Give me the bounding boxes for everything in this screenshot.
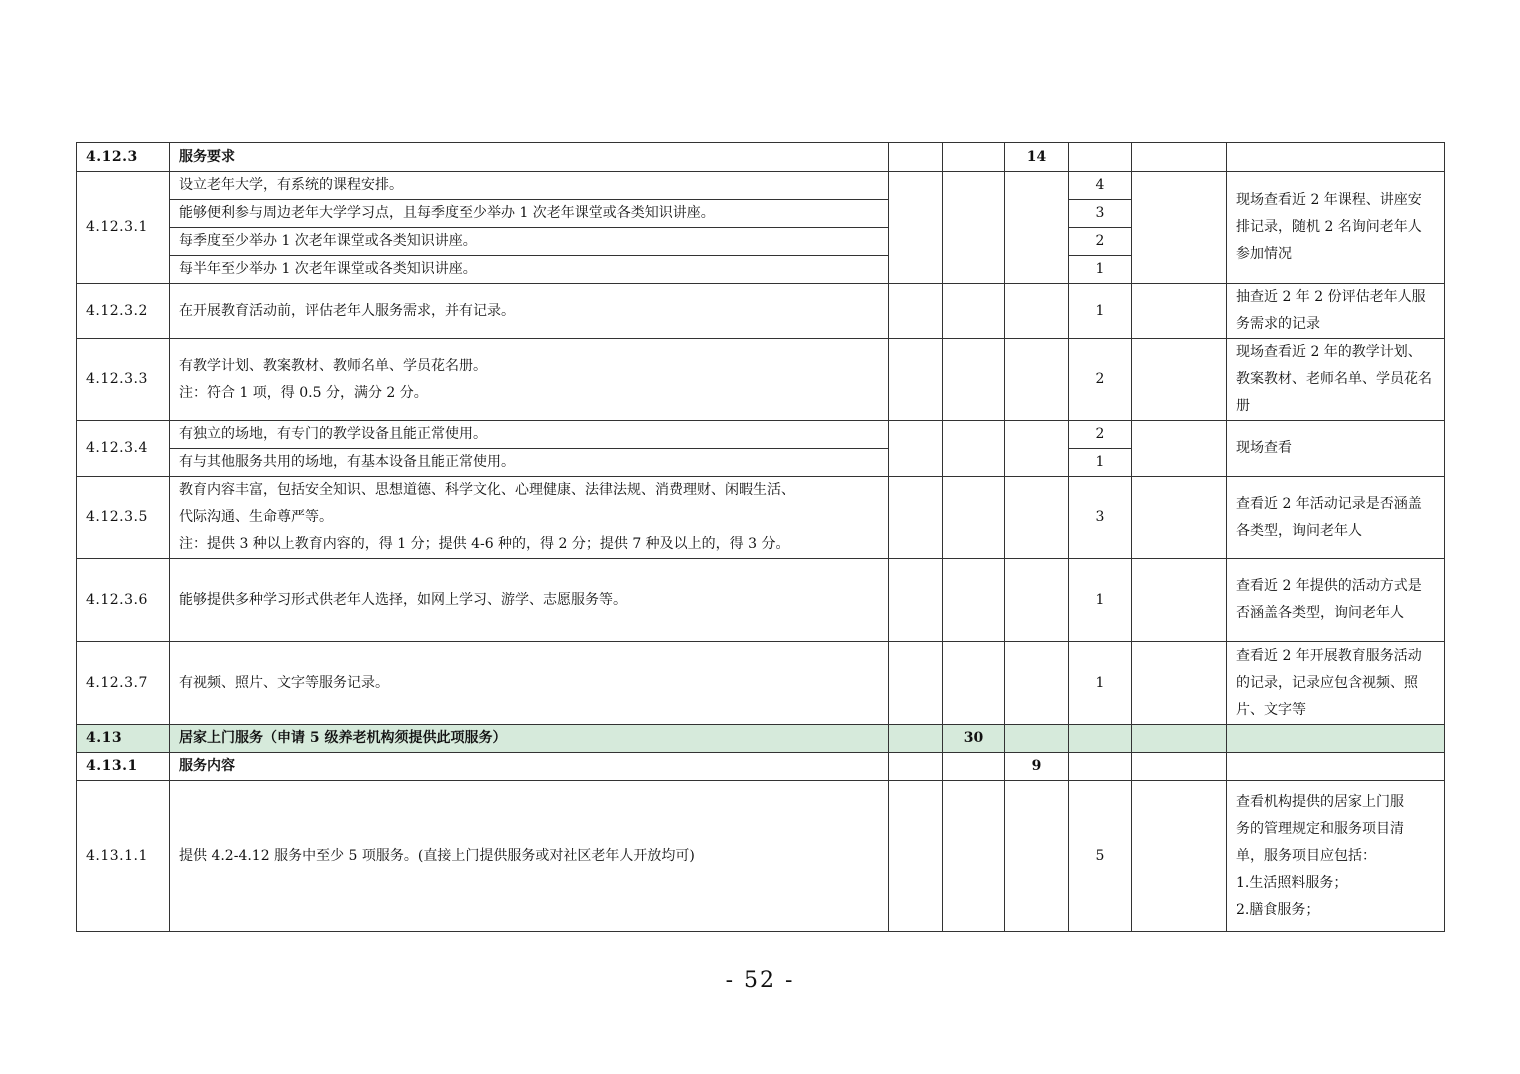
item-code: 4.13.1 [77, 753, 170, 781]
check-method: 现场查看 [1227, 421, 1445, 477]
item-text: 有独立的场地，有专门的教学设备且能正常使用。 [170, 421, 889, 449]
section-score: 9 [1005, 753, 1069, 781]
check-method: 现场查看近 2 年的教学计划、教案教材、老师名单、学员花名册 [1227, 339, 1445, 421]
table-row [77, 421, 1445, 449]
item-score: 1 [1069, 559, 1132, 642]
item-text: 提供 4.2-4.12 服务中至少 5 项服务。(直接上门提供服务或对社区老年人开放均可) [170, 781, 889, 932]
item-score: 1 [1069, 256, 1132, 284]
check-method-line: 查看机构提供的居家上门服 [1236, 793, 1404, 810]
table-row [77, 642, 1445, 725]
check-method: 抽查近 2 年 2 份评估老年人服务需求的记录 [1227, 284, 1445, 339]
item-score: 1 [1069, 449, 1132, 477]
check-method-line: 务的管理规定和服务项目清 [1236, 820, 1404, 837]
item-text-line: 有教学计划、教案教材、教师名单、学员花名册。 [179, 357, 487, 374]
item-text: 有与其他服务共用的场地，有基本设备且能正常使用。 [170, 449, 889, 477]
item-code: 4.12.3.5 [77, 477, 170, 559]
item-score: 1 [1069, 642, 1132, 725]
check-method: 现场查看近 2 年课程、讲座安排记录，随机 2 名询问老年人参加情况 [1227, 172, 1445, 284]
page-number: - 52 - [725, 968, 795, 993]
item-text: 设立老年大学，有系统的课程安排。 [170, 172, 889, 200]
item-text: 每季度至少举办 1 次老年课堂或各类知识讲座。 [170, 228, 889, 256]
item-text: 有视频、照片、文字等服务记录。 [170, 642, 889, 725]
item-text-line: 教育内容丰富，包括安全知识、思想道德、科学文化、心理健康、法律法规、消费理财、闲暇生活、 [179, 482, 795, 498]
item-code: 4.12.3 [77, 143, 170, 172]
table-row [77, 172, 1445, 200]
table-row [77, 477, 1445, 559]
table-row [77, 781, 1445, 932]
item-score: 3 [1069, 200, 1132, 228]
check-method: 查看近 2 年活动记录是否涵盖各类型，询问老年人 [1227, 477, 1445, 559]
item-text: 在开展教育活动前，评估老年人服务需求，并有记录。 [170, 284, 889, 339]
table-row [77, 725, 1445, 753]
item-text [170, 339, 889, 421]
item-code: 4.12.3.4 [77, 421, 170, 477]
item-text: 能够便利参与周边老年大学学习点，且每季度至少举办 1 次老年课堂或各类知识讲座。 [170, 200, 889, 228]
item-text [170, 477, 889, 559]
section-score: 14 [1005, 143, 1069, 172]
table-row [77, 559, 1445, 642]
item-title: 居家上门服务（申请 5 级养老机构须提供此项服务） [170, 725, 889, 753]
item-score: 2 [1069, 228, 1132, 256]
item-score: 1 [1069, 284, 1132, 339]
table-row [77, 339, 1445, 421]
item-code: 4.12.3.6 [77, 559, 170, 642]
table-row [77, 753, 1445, 781]
check-method: 查看近 2 年开展教育服务活动的记录，记录应包含视频、照片、文字等 [1227, 642, 1445, 725]
item-text-line: 代际沟通、生命尊严等。 [179, 509, 333, 525]
item-score: 2 [1069, 421, 1132, 449]
check-method [1227, 781, 1445, 932]
item-code: 4.12.3.7 [77, 642, 170, 725]
item-text: 每半年至少举办 1 次老年课堂或各类知识讲座。 [170, 256, 889, 284]
item-code: 4.12.3.2 [77, 284, 170, 339]
check-method: 查看近 2 年提供的活动方式是否涵盖各类型，询问老年人 [1227, 559, 1445, 642]
item-note: 注：提供 3 种以上教育内容的，得 1 分；提供 4-6 种的，得 2 分；提供 7 种及以上的，得 3 分。 [179, 536, 790, 552]
item-title: 服务内容 [170, 753, 889, 781]
item-score: 4 [1069, 172, 1132, 200]
check-method-line: 2.膳食服务； [1236, 901, 1320, 918]
item-score: 5 [1069, 781, 1132, 932]
table-row [77, 143, 1445, 172]
item-code: 4.12.3.1 [77, 172, 170, 284]
check-method-line: 单，服务项目应包括： [1236, 847, 1376, 864]
item-title: 服务要求 [170, 143, 889, 172]
section-score: 30 [943, 725, 1005, 753]
standards-table [76, 142, 1445, 932]
item-code: 4.13 [77, 725, 170, 753]
table-row [77, 284, 1445, 339]
item-score: 2 [1069, 339, 1132, 421]
item-note: 注：符合 1 项，得 0.5 分，满分 2 分。 [179, 384, 428, 401]
item-code: 4.13.1.1 [77, 781, 170, 932]
item-code: 4.12.3.3 [77, 339, 170, 421]
item-text: 能够提供多种学习形式供老年人选择，如网上学习、游学、志愿服务等。 [170, 559, 889, 642]
item-score: 3 [1069, 477, 1132, 559]
check-method-line: 1.生活照料服务； [1236, 874, 1348, 891]
